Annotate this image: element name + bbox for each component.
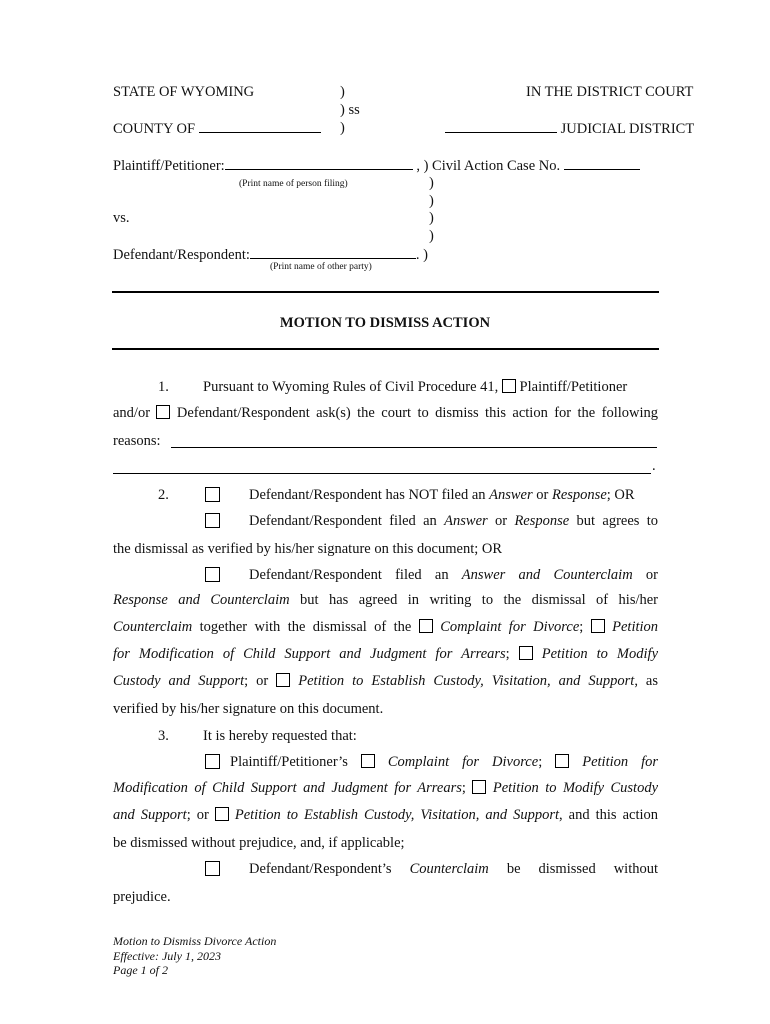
plaintiff-line <box>113 157 640 175</box>
section-number: 1. <box>158 379 169 395</box>
footer-effective: Effective: July 1, 2023 <box>113 948 221 963</box>
s3-text: and Support <box>113 807 187 823</box>
s2-text: Petition to Establish Custody, Visitation, and Support <box>298 673 635 689</box>
s3-text: , and this action <box>559 807 659 823</box>
s3-text: ; <box>461 780 466 796</box>
caption-paren: ) <box>340 84 345 100</box>
defendant-counterclaim-checkbox[interactable] <box>205 861 220 876</box>
s3-l2 <box>113 775 658 802</box>
s2-text: Response <box>551 487 607 503</box>
s2-opt3-l1 <box>249 567 658 584</box>
s2-text: Answer <box>489 487 533 503</box>
s2-opt1 <box>249 487 635 504</box>
plaintiff-name-input[interactable] <box>225 157 413 170</box>
plaintiff-request-checkbox[interactable] <box>205 754 220 769</box>
s2-text: ; or <box>244 673 269 689</box>
s2-text: ; OR <box>606 487 635 503</box>
s2-text: Complaint for Divorce <box>440 619 580 635</box>
s2-text: together with the dismissal of the <box>199 619 412 635</box>
section-number: 2. <box>158 487 169 503</box>
s1-text: and/or <box>113 405 151 421</box>
caption-paren: ) <box>429 175 434 191</box>
s2-text: but agrees to <box>576 513 659 529</box>
page-footer <box>113 934 276 978</box>
s2-text: ; <box>579 619 584 635</box>
s3-text: Petition to Establish Custody, Visitation, and Support <box>234 807 560 823</box>
caption-paren: ) <box>429 210 434 226</box>
section-number: 3. <box>158 728 169 744</box>
s1-line2 <box>113 400 658 427</box>
s2-text: ; <box>505 646 510 662</box>
s3-text: Modification of Child Support and Judgment for Arrears <box>113 780 462 796</box>
s3-text: Plaintiff/Petitioner’s <box>230 754 348 770</box>
s1-text: Defendant/Respondent ask(s) the court to dismiss this action for the following <box>176 405 659 421</box>
s3-text: Petition to Modify Custody <box>492 780 659 796</box>
s3-text: Complaint for Divorce <box>387 754 539 770</box>
s2-text: Response and Counterclaim <box>113 592 290 608</box>
ss-label: ) ss <box>340 102 360 118</box>
caption-paren: ) <box>340 120 345 136</box>
case-number-input[interactable] <box>564 157 640 170</box>
district-line <box>445 120 694 138</box>
footer-title: Motion to Dismiss Divorce Action <box>113 934 277 948</box>
s2-opt3-l6: verified by his/her signature on this document. <box>113 701 384 717</box>
complaint-divorce-checkbox[interactable] <box>419 619 433 633</box>
case-no-label: , ) Civil Action Case No. <box>416 158 561 174</box>
s2-text: , as <box>634 673 659 689</box>
print-name-other-hint: (Print name of other party) <box>270 262 372 272</box>
s1-line1 <box>203 379 627 396</box>
s2-opt2-cont: the dismissal as verified by his/her signature on this document; OR <box>113 541 503 557</box>
s1-text: Pursuant to Wyoming Rules of Civil Procedure 41, <box>203 379 499 395</box>
footer-page: Page 1 of 2 <box>113 963 168 977</box>
petition-establish-custody-checkbox[interactable] <box>276 673 290 687</box>
court-label: IN THE DISTRICT COURT <box>526 84 694 100</box>
s3-l5 <box>249 861 658 878</box>
s2-text: or <box>536 487 549 503</box>
s2-text: Custody and Support <box>113 673 245 689</box>
s3-text: Counterclaim <box>409 861 489 877</box>
divider <box>112 291 659 293</box>
filed-agrees-checkbox[interactable] <box>205 513 220 528</box>
s2-text: or <box>645 567 658 583</box>
defendant-name-input[interactable] <box>250 246 416 259</box>
s2-text: but has agreed in writing to the dismissal of his/her <box>300 592 659 608</box>
s2-text: or <box>495 513 508 529</box>
s2-text: for Modification of Child Support and Judgment for Arrears <box>113 646 506 662</box>
caption-paren: ) <box>429 228 434 244</box>
state-label: STATE OF WYOMING <box>113 84 255 100</box>
reasons-input-line[interactable] <box>171 447 657 448</box>
not-filed-checkbox[interactable] <box>205 487 220 502</box>
print-name-filer-hint: (Print name of person filing) <box>239 179 348 189</box>
s2-opt3-l4 <box>113 641 658 668</box>
defendant-end: . ) <box>415 247 429 263</box>
defendant-checkbox[interactable] <box>156 405 170 419</box>
reasons-period: . <box>652 458 656 474</box>
s3-text: ; or <box>186 807 209 823</box>
s2-text: Defendant/Respondent filed an <box>249 567 449 583</box>
reasons-label: reasons: <box>113 433 161 449</box>
petition-modify-custody-checkbox[interactable] <box>472 780 486 794</box>
s3-l6: prejudice. <box>113 889 171 905</box>
s2-opt3-l2 <box>113 587 658 614</box>
s2-text: Petition <box>612 619 659 635</box>
complaint-divorce-checkbox[interactable] <box>361 754 375 768</box>
s2-opt3-l5 <box>113 668 658 695</box>
vs-label: vs. <box>113 210 130 226</box>
s2-text: Response <box>514 513 570 529</box>
petition-modification-checkbox[interactable] <box>591 619 605 633</box>
s2-text: Counterclaim <box>113 619 193 635</box>
s2-opt3-l3 <box>113 614 658 641</box>
plaintiff-checkbox[interactable] <box>502 379 516 393</box>
s3-text: Petition for <box>582 754 659 770</box>
county-input[interactable] <box>199 120 321 133</box>
s3-text: be dismissed without <box>506 861 659 877</box>
s3-l3 <box>113 802 658 829</box>
district-number-input[interactable] <box>445 120 557 133</box>
caption-paren: ) <box>429 193 434 209</box>
district-label: JUDICIAL DISTRICT <box>560 121 695 137</box>
defendant-label: Defendant/Respondent: <box>113 247 250 263</box>
s3-text: ; <box>538 754 543 770</box>
petition-establish-custody-checkbox[interactable] <box>215 807 229 821</box>
plaintiff-label: Plaintiff/Petitioner: <box>113 158 225 174</box>
s3-l1 <box>230 754 658 771</box>
document-title: MOTION TO DISMISS ACTION <box>279 315 491 331</box>
county-label: COUNTY OF <box>113 121 196 137</box>
county-line <box>113 120 321 138</box>
s2-text: Petition to Modify <box>541 646 659 662</box>
s3-intro: It is hereby requested that: <box>203 728 357 744</box>
s2-opt2 <box>249 513 658 530</box>
s2-text: Defendant/Respondent has NOT filed an <box>249 487 486 503</box>
divider <box>112 348 659 350</box>
petition-modify-custody-checkbox[interactable] <box>519 646 533 660</box>
s3-l4: be dismissed without prejudice, and, if applicable; <box>113 835 405 851</box>
s1-text: Plaintiff/Petitioner <box>519 379 628 395</box>
counterclaim-agreed-checkbox[interactable] <box>205 567 220 582</box>
s2-text: Answer <box>444 513 488 529</box>
s2-text: Defendant/Respondent filed an <box>249 513 437 529</box>
s2-text: Answer and Counterclaim <box>461 567 633 583</box>
reasons-input-line[interactable] <box>113 473 651 474</box>
s3-text: Defendant/Respondent’s <box>249 861 392 877</box>
petition-modification-checkbox[interactable] <box>555 754 569 768</box>
